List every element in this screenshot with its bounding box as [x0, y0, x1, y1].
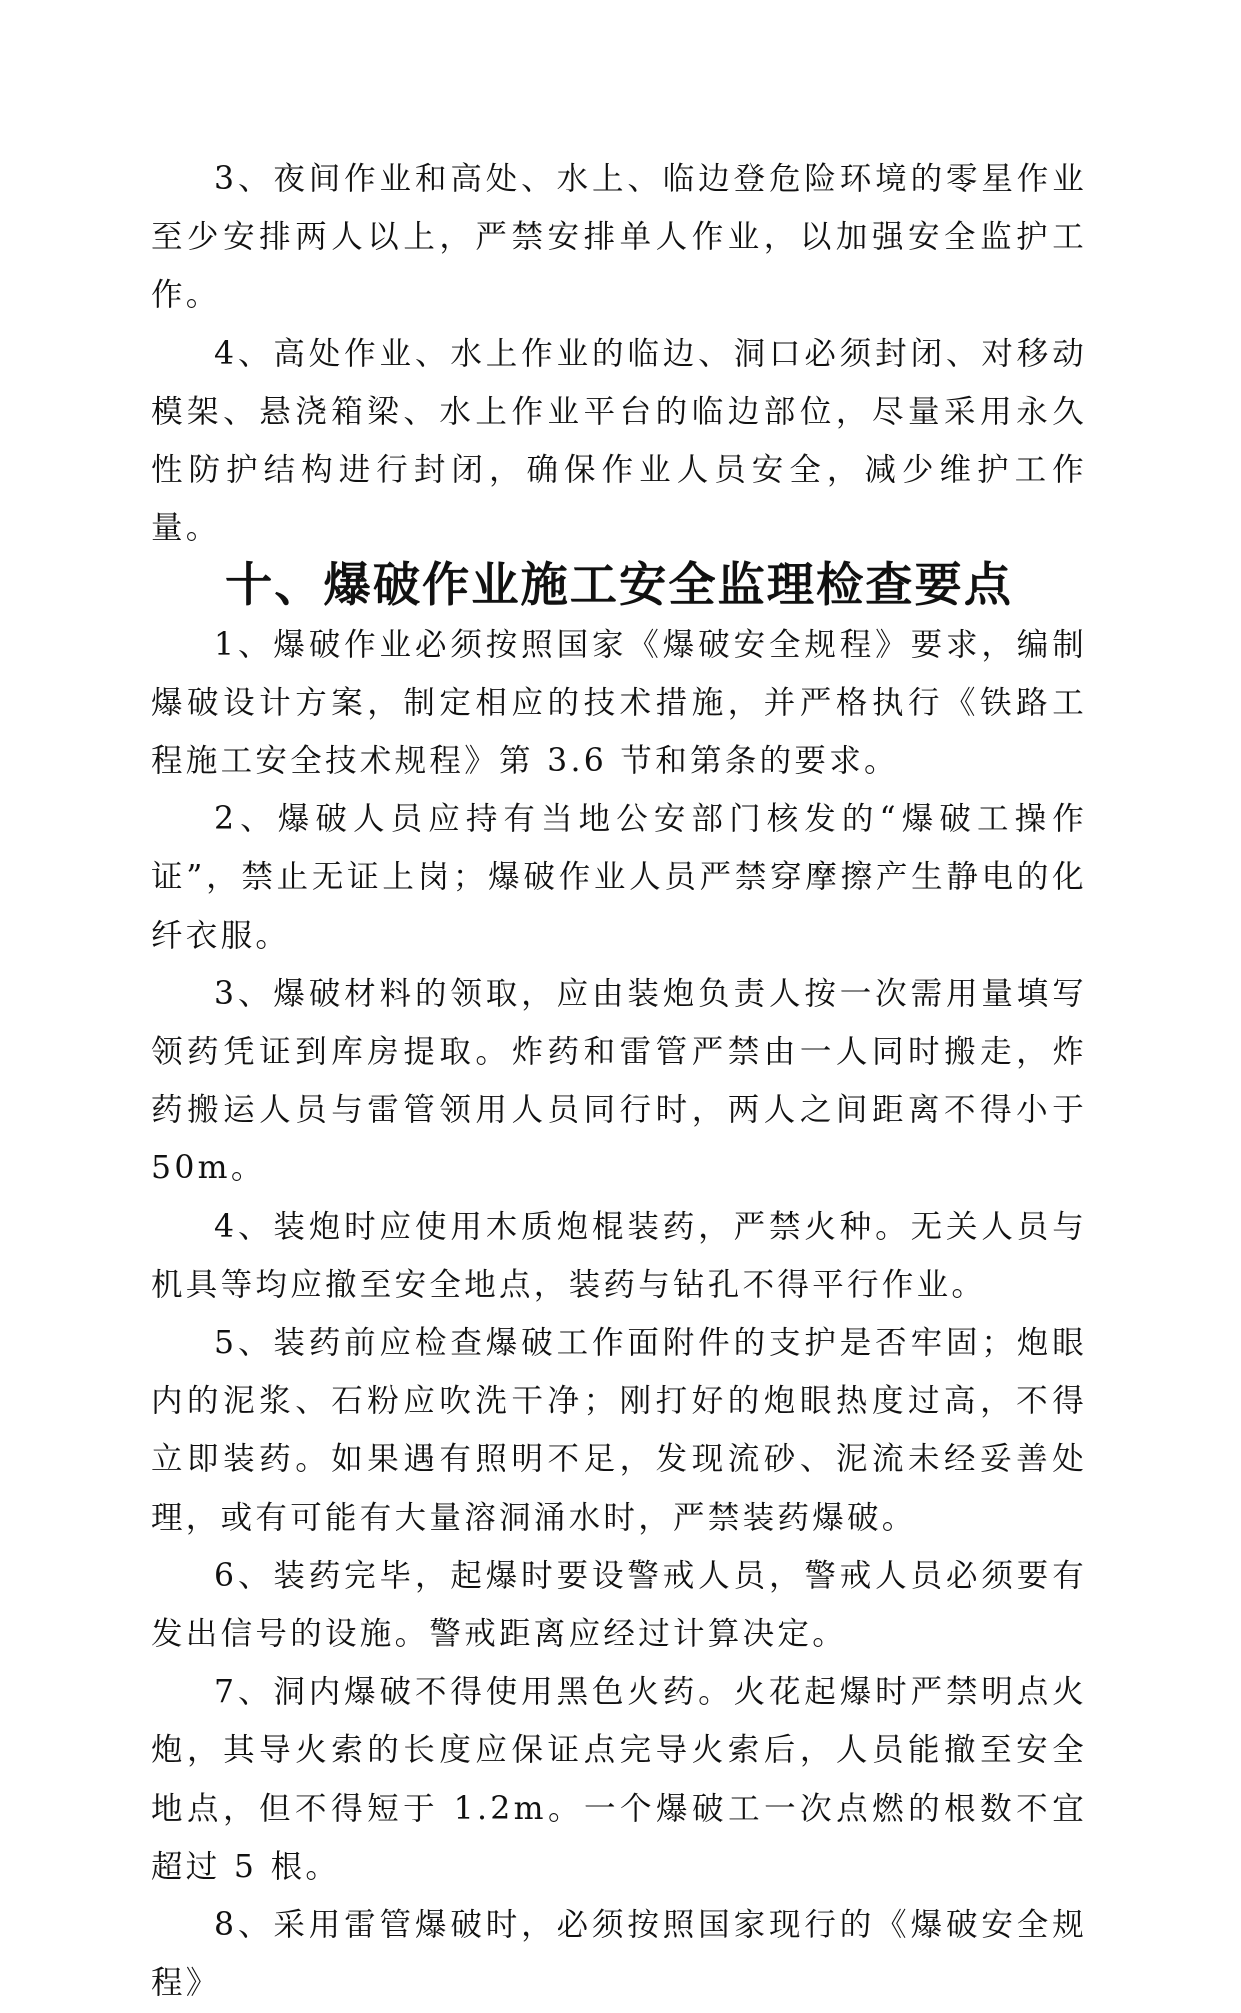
paragraph-edge-closure: 4、高处作业、水上作业的临边、洞口必须封闭、对移动模架、悬浇箱梁、水上作业平台的临边部位，尽量采用永久性防护结构进行封闭，确保作业人员安全，减少维护工作量。: [151, 335, 1087, 547]
section-heading: 十、爆破作业施工安全监理检查要点: [224, 558, 1013, 614]
paragraph-charging-rod: 4、装炮时应使用木质炮棍装药，严禁火种。无关人员与机具等均应撤至安全地点，装药与钻孔不得平行作业。: [151, 1208, 1087, 1303]
paragraph-night-work: 3、夜间作业和高处、水上、临边登危险环境的零星作业至少安排两人以上，严禁安排单人作业，以加强安全监护工作。: [151, 161, 1087, 314]
paragraph-material-pickup: 3、爆破材料的领取，应由装炮负责人按一次需用量填写领药凭证到库房提取。炸药和雷管严禁由一人同时搬走，炸药搬运人员与雷管领用人员同行时，两人之间距离不得小于 50m。: [151, 975, 1087, 1187]
paragraph-fuse-ignition: 7、洞内爆破不得使用黑色火药。火花起爆时严禁明点火炮，其导火索的长度应保证点完导火索后，人员能撤至安全地点，但不得短于 1.2m。一个爆破工一次点燃的根数不宜超过 5 根。: [151, 1674, 1087, 1885]
paragraph-pre-charge-check: 5、装药前应检查爆破工作面附件的支护是否牢固；炮眼内的泥浆、石粉应吹洗干净；刚打好的炮眼热度过高，不得立即装药。如果遇有照明不足，发现流砂、泥流未经妥善处理，或有可能有大量溶洞涌水时，严禁装药爆破。: [151, 1325, 1087, 1536]
paragraph-blasting-plan: 1、爆破作业必须按照国家《爆破安全规程》要求，编制爆破设计方案，制定相应的技术措施，并严格执行《铁路工程施工安全技术规程》第 3.6 节和第条的要求。: [151, 626, 1087, 780]
paragraph-detonator-blasting: 8、采用雷管爆破时，必须按照国家现行的《爆破安全规程》: [151, 1907, 1087, 2002]
paragraph-guard-personnel: 6、装药完毕，起爆时要设警戒人员，警戒人员必须要有发出信号的设施。警戒距离应经过计算决定。: [151, 1557, 1087, 1653]
paragraph-blaster-certificate: 2、爆破人员应持有当地公安部门核发的“爆破工操作证”，禁止无证上岗；爆破作业人员严禁穿摩擦产生静电的化纤衣服。: [151, 801, 1087, 954]
document-page: [151, 150, 1087, 2013]
